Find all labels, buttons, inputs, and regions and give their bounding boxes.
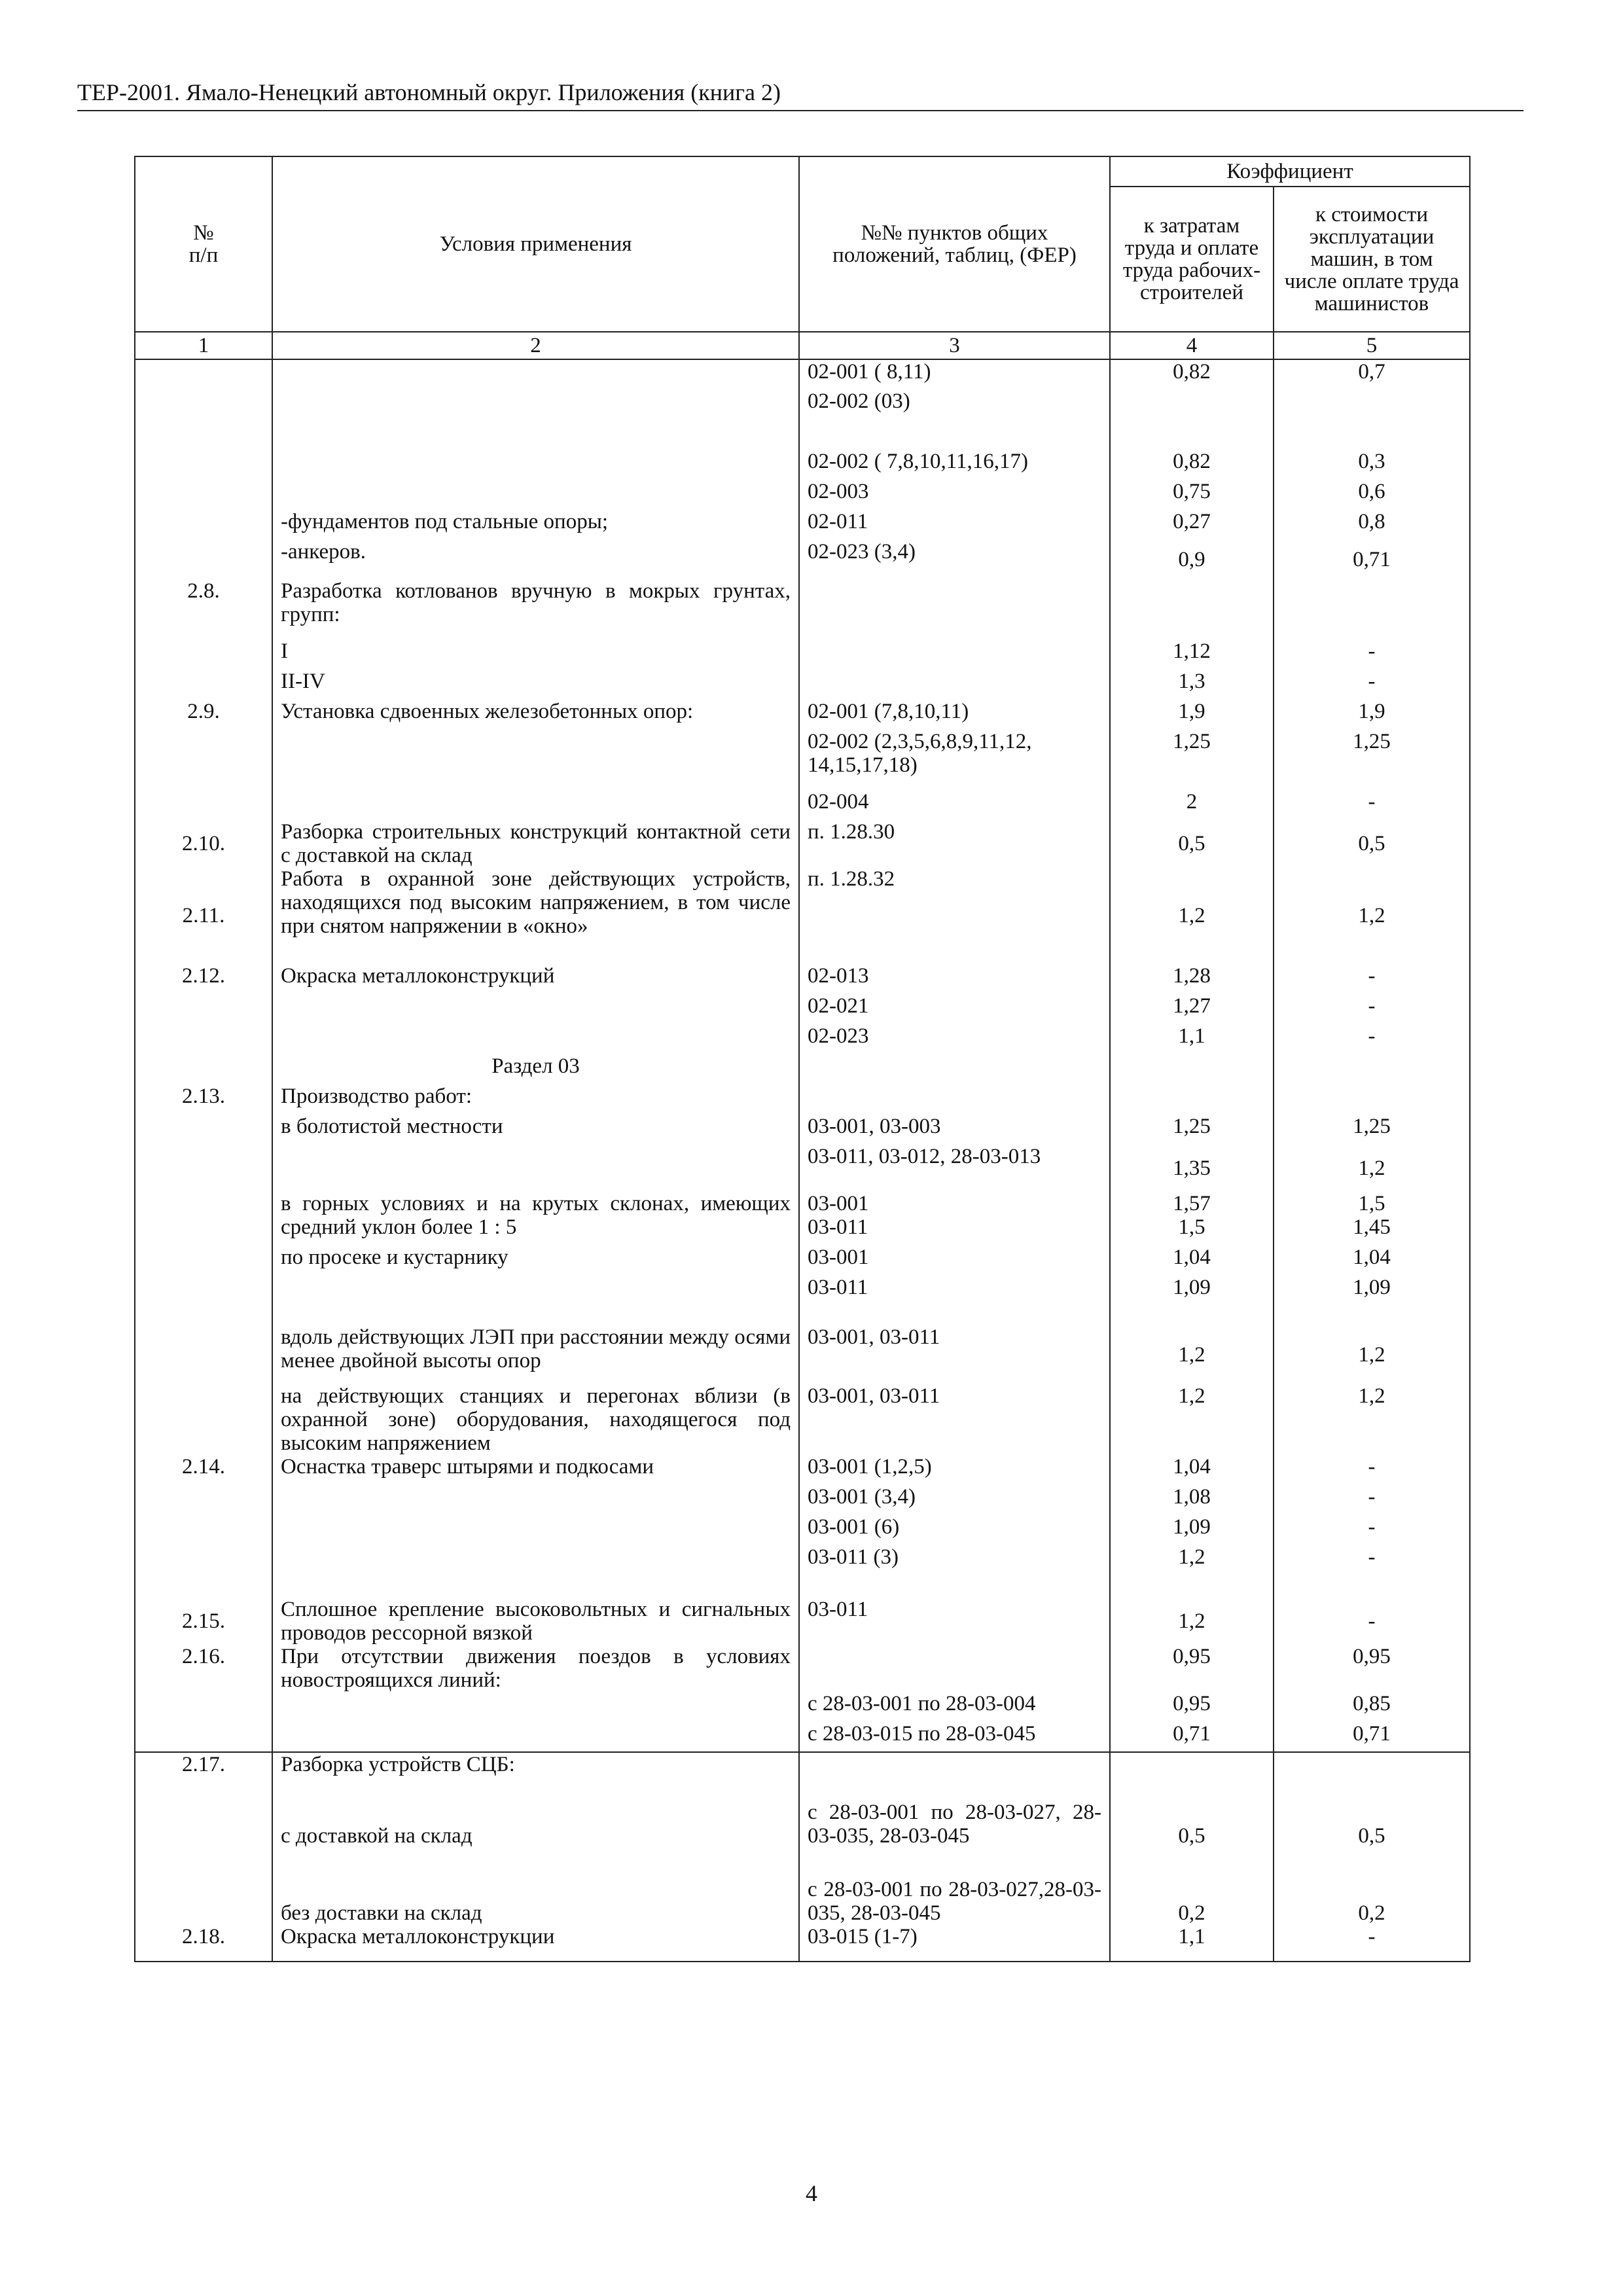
table-row <box>135 1925 1470 1962</box>
labor-coefficient: 1,27 <box>1110 994 1274 1024</box>
table-row <box>135 1645 1470 1692</box>
labor-coefficient: 1,2 <box>1110 1325 1274 1384</box>
reference-text: с 28-03-001 по 28-03-027,28-03-035, 28-03-045 <box>799 1848 1110 1925</box>
reference-text: 02-001 (7,8,10,11) <box>799 700 1110 730</box>
condition-text <box>272 389 799 420</box>
table-row <box>135 1384 1470 1455</box>
machine-coefficient <box>1274 1752 1470 1782</box>
labor-coefficient: 1,09 <box>1110 1515 1274 1545</box>
condition-text <box>272 730 799 790</box>
machine-coefficient: 0,2 <box>1274 1848 1470 1925</box>
machine-coefficient: 0,5 <box>1274 1782 1470 1848</box>
row-number <box>135 420 272 450</box>
labor-coefficient: 0,9 <box>1110 540 1274 579</box>
reference-text <box>799 579 1110 639</box>
row-number <box>135 1485 272 1515</box>
condition-text: Окраска металлоконструкции <box>272 1925 799 1962</box>
labor-coefficient: 1,2 <box>1110 1545 1274 1598</box>
table-row <box>135 1276 1470 1325</box>
machine-coefficient: 1,2 <box>1274 1325 1470 1384</box>
machine-coefficient: 1,9 <box>1274 700 1470 730</box>
machine-coefficient: 1,2 <box>1274 1384 1470 1455</box>
table-row <box>135 510 1470 540</box>
table-row <box>135 1722 1470 1752</box>
table-row <box>135 1085 1470 1115</box>
reference-text: 03-001 (1,2,5) <box>799 1455 1110 1485</box>
labor-coefficient <box>1110 1085 1274 1115</box>
condition-text: -фундаментов под стальные опоры; <box>272 510 799 540</box>
labor-coefficient: 1,2 <box>1110 1598 1274 1645</box>
labor-coefficient: 1,04 <box>1110 1246 1274 1276</box>
machine-coefficient: 0,95 <box>1274 1645 1470 1692</box>
condition-text <box>272 450 799 480</box>
row-number: 2.15. <box>135 1598 272 1645</box>
row-number <box>135 540 272 579</box>
reference-text: 02-004 <box>799 790 1110 820</box>
reference-text: 02-002 (03) <box>799 389 1110 420</box>
row-number <box>135 1145 272 1192</box>
row-number <box>135 1192 272 1246</box>
row-number: 2.18. <box>135 1925 272 1962</box>
condition-text: Производство работ: <box>272 1085 799 1115</box>
labor-coefficient <box>1110 579 1274 639</box>
reference-text: 02-002 ( 7,8,10,11,16,17) <box>799 450 1110 480</box>
machine-coefficient: - <box>1274 1515 1470 1545</box>
machine-coefficient: 1,5 1,45 <box>1274 1192 1470 1246</box>
condition-text <box>272 1276 799 1325</box>
condition-text: Окраска металлоконструкций <box>272 964 799 994</box>
reference-text: 03-011 <box>799 1598 1110 1645</box>
table-row <box>135 1598 1470 1645</box>
labor-coefficient: 0,2 <box>1110 1848 1274 1925</box>
condition-text: Разборка строительных конструкций контактной сети с доставкой на склад <box>272 820 799 867</box>
row-number <box>135 730 272 790</box>
labor-coefficient: 1,9 <box>1110 700 1274 730</box>
machine-coefficient: 1,04 <box>1274 1246 1470 1276</box>
machine-coefficient <box>1274 389 1470 420</box>
labor-coefficient: 0,71 <box>1110 1722 1274 1752</box>
machine-coefficient: - <box>1274 1485 1470 1515</box>
machine-coefficient: - <box>1274 994 1470 1024</box>
table-row <box>135 1325 1470 1384</box>
header-conditions: Условия применения <box>272 156 799 332</box>
labor-coefficient: 0,5 <box>1110 1782 1274 1848</box>
labor-coefficient <box>1110 1752 1274 1782</box>
reference-text <box>799 1085 1110 1115</box>
condition-text <box>272 420 799 450</box>
table-row <box>135 579 1470 639</box>
table-body <box>135 332 1470 1962</box>
condition-text: I <box>272 639 799 670</box>
reference-text: 02-023 <box>799 1024 1110 1054</box>
row-number <box>135 450 272 480</box>
row-number <box>135 790 272 820</box>
condition-text: в горных условиях и на крутых склонах, имеющих средний уклон более 1 : 5 <box>272 1192 799 1246</box>
table-row <box>135 389 1470 420</box>
labor-coefficient: 1,04 <box>1110 1455 1274 1485</box>
condition-text: по просеке и кустарнику <box>272 1246 799 1276</box>
condition-text <box>272 790 799 820</box>
reference-text: 02-003 <box>799 480 1110 510</box>
condition-text: При отсутствии движения поездов в условиях новостроящихся линий: <box>272 1645 799 1692</box>
table-row <box>135 1485 1470 1515</box>
reference-text: 02-013 <box>799 964 1110 994</box>
labor-coefficient: 0,75 <box>1110 480 1274 510</box>
labor-coefficient: 0,82 <box>1110 450 1274 480</box>
row-number: 2.12. <box>135 964 272 994</box>
reference-text: 03-001, 03-011 <box>799 1384 1110 1455</box>
header-references: №№ пунктов общих положений, таблиц, (ФЕР) <box>799 156 1110 332</box>
condition-text: II-IV <box>272 670 799 700</box>
column-numbers-row <box>135 332 1470 359</box>
condition-text: Раздел 03 <box>272 1054 799 1085</box>
page-number: 4 <box>806 2180 817 2206</box>
labor-coefficient: 0,95 <box>1110 1692 1274 1722</box>
table-row <box>135 1145 1470 1192</box>
row-number: 2.8. <box>135 579 272 639</box>
labor-coefficient <box>1110 389 1274 420</box>
table-row <box>135 540 1470 579</box>
row-number <box>135 1276 272 1325</box>
machine-coefficient <box>1274 420 1470 450</box>
condition-text <box>272 359 799 389</box>
reference-text: 03-011 <box>799 1276 1110 1325</box>
reference-text: с 28-03-001 по 28-03-004 <box>799 1692 1110 1722</box>
reference-text <box>799 1752 1110 1782</box>
condition-text <box>272 1024 799 1054</box>
table-row <box>135 790 1470 820</box>
column-number: 2 <box>272 332 799 359</box>
reference-text: 02-002 (2,3,5,6,8,9,11,12, 14,15,17,18) <box>799 730 1110 790</box>
labor-coefficient: 1,12 <box>1110 639 1274 670</box>
machine-coefficient: 0,85 <box>1274 1692 1470 1722</box>
reference-text: 03-015 (1-7) <box>799 1925 1110 1962</box>
table-row <box>135 670 1470 700</box>
running-head: ТЕР-2001. Ямало-Ненецкий автономный округ. Приложения (книга 2) <box>77 77 1524 111</box>
table-row <box>135 964 1470 994</box>
condition-text: без доставки на склад <box>272 1848 799 1925</box>
row-number: 2.17. <box>135 1752 272 1782</box>
table-row <box>135 700 1470 730</box>
machine-coefficient <box>1274 1054 1470 1085</box>
header-labor-coef: к затратам труда и оплате труда рабочих-строителей <box>1110 187 1274 332</box>
machine-coefficient: 0,6 <box>1274 480 1470 510</box>
labor-coefficient: 1,25 <box>1110 730 1274 790</box>
table-row <box>135 820 1470 867</box>
condition-text <box>272 480 799 510</box>
table-row <box>135 359 1470 389</box>
labor-coefficient: 1,2 <box>1110 867 1274 964</box>
reference-text: 02-023 (3,4) <box>799 540 1110 579</box>
column-number: 5 <box>1274 332 1470 359</box>
row-number <box>135 1325 272 1384</box>
reference-text: п. 1.28.32 <box>799 867 1110 964</box>
machine-coefficient: 0,71 <box>1274 1722 1470 1752</box>
condition-text <box>272 1692 799 1722</box>
condition-text: в болотистой местности <box>272 1115 799 1145</box>
table-row <box>135 1054 1470 1085</box>
row-number <box>135 1722 272 1752</box>
table-row <box>135 867 1470 964</box>
labor-coefficient: 1,08 <box>1110 1485 1274 1515</box>
condition-text: Сплошное крепление высоковольтных и сигнальных проводов рессорной вязкой <box>272 1598 799 1645</box>
table-row <box>135 994 1470 1024</box>
reference-text <box>799 1645 1110 1692</box>
condition-text <box>272 1545 799 1598</box>
reference-text: п. 1.28.30 <box>799 820 1110 867</box>
labor-coefficient: 0,82 <box>1110 359 1274 389</box>
labor-coefficient: 1,25 <box>1110 1115 1274 1145</box>
table-row <box>135 1692 1470 1722</box>
coefficients-table <box>134 156 1471 1962</box>
machine-coefficient: 0,3 <box>1274 450 1470 480</box>
condition-text <box>272 994 799 1024</box>
machine-coefficient: - <box>1274 1024 1470 1054</box>
table-row <box>135 1115 1470 1145</box>
row-number: 2.11. <box>135 867 272 964</box>
table-row <box>135 1752 1470 1782</box>
machine-coefficient: - <box>1274 1925 1470 1962</box>
reference-text: 03-011 (3) <box>799 1545 1110 1598</box>
reference-text: 03-001 (6) <box>799 1515 1110 1545</box>
row-number <box>135 510 272 540</box>
table-row <box>135 1024 1470 1054</box>
row-number: 2.10. <box>135 820 272 867</box>
row-number <box>135 1782 272 1848</box>
row-number <box>135 1384 272 1455</box>
machine-coefficient: 1,2 <box>1274 867 1470 964</box>
labor-coefficient: 1,1 <box>1110 1024 1274 1054</box>
column-number: 3 <box>799 332 1110 359</box>
row-number <box>135 994 272 1024</box>
table-row <box>135 420 1470 450</box>
reference-text <box>799 420 1110 450</box>
labor-coefficient: 0,5 <box>1110 820 1274 867</box>
row-number: 2.9. <box>135 700 272 730</box>
machine-coefficient: - <box>1274 639 1470 670</box>
machine-coefficient <box>1274 1085 1470 1115</box>
row-number <box>135 1515 272 1545</box>
condition-text: с доставкой на склад <box>272 1782 799 1848</box>
condition-text: Разработка котлованов вручную в мокрых грунтах, групп: <box>272 579 799 639</box>
row-number <box>135 1848 272 1925</box>
header-number: № п/п <box>135 156 272 332</box>
row-number <box>135 389 272 420</box>
reference-text: 03-001 <box>799 1246 1110 1276</box>
table-row <box>135 1848 1470 1925</box>
reference-text: с 28-03-015 по 28-03-045 <box>799 1722 1110 1752</box>
row-number <box>135 1054 272 1085</box>
condition-text: Работа в охранной зоне действующих устройств, находящихся под высоким напряжением, в том числе при снятом напряжении в «окно» <box>272 867 799 964</box>
machine-coefficient: 0,71 <box>1274 540 1470 579</box>
reference-text: 02-011 <box>799 510 1110 540</box>
reference-text: 03-001 03-011 <box>799 1192 1110 1246</box>
condition-text <box>272 1145 799 1192</box>
machine-coefficient: 0,7 <box>1274 359 1470 389</box>
machine-coefficient: - <box>1274 1598 1470 1645</box>
machine-coefficient: 0,5 <box>1274 820 1470 867</box>
column-number: 1 <box>135 332 272 359</box>
labor-coefficient <box>1110 420 1274 450</box>
row-number: 2.14. <box>135 1455 272 1485</box>
machine-coefficient: - <box>1274 964 1470 994</box>
labor-coefficient: 0,95 <box>1110 1645 1274 1692</box>
header-machine-coef: к стоимости эксплуатации машин, в том числе оплате труда машинистов <box>1274 187 1470 332</box>
reference-text: 03-011, 03-012, 28-03-013 <box>799 1145 1110 1192</box>
table-row <box>135 1455 1470 1485</box>
row-number <box>135 1024 272 1054</box>
reference-text <box>799 670 1110 700</box>
table-row <box>135 450 1470 480</box>
condition-text: Оснастка траверс штырями и подкосами <box>272 1455 799 1485</box>
row-number <box>135 480 272 510</box>
column-number: 4 <box>1110 332 1274 359</box>
reference-text: 03-001, 03-011 <box>799 1325 1110 1384</box>
machine-coefficient: 1,25 <box>1274 730 1470 790</box>
table-row <box>135 480 1470 510</box>
row-number <box>135 359 272 389</box>
condition-text <box>272 1515 799 1545</box>
condition-text: на действующих станциях и перегонах вблизи (в охранной зоне) оборудования, находящегося под высоким напряжением <box>272 1384 799 1455</box>
machine-coefficient: - <box>1274 790 1470 820</box>
table-row <box>135 1515 1470 1545</box>
header-coefficient: Коэффициент <box>1110 156 1470 187</box>
reference-text: 02-021 <box>799 994 1110 1024</box>
labor-coefficient: 1,3 <box>1110 670 1274 700</box>
table-row <box>135 1545 1470 1598</box>
row-number <box>135 1115 272 1145</box>
reference-text: 03-001 (3,4) <box>799 1485 1110 1515</box>
table-row <box>135 1192 1470 1246</box>
machine-coefficient: - <box>1274 670 1470 700</box>
machine-coefficient: - <box>1274 1545 1470 1598</box>
machine-coefficient: 1,2 <box>1274 1145 1470 1192</box>
machine-coefficient: 0,8 <box>1274 510 1470 540</box>
condition-text: -анкеров. <box>272 540 799 579</box>
labor-coefficient <box>1110 1054 1274 1085</box>
condition-text: Установка сдвоенных железобетонных опор: <box>272 700 799 730</box>
row-number: 2.16. <box>135 1645 272 1692</box>
labor-coefficient: 1,35 <box>1110 1145 1274 1192</box>
table-row <box>135 639 1470 670</box>
labor-coefficient: 1,2 <box>1110 1384 1274 1455</box>
reference-text: 03-001, 03-003 <box>799 1115 1110 1145</box>
reference-text: с 28-03-001 по 28-03-027, 28- 03-035, 28-03-045 <box>799 1782 1110 1848</box>
labor-coefficient: 1,57 1,5 <box>1110 1192 1274 1246</box>
row-number <box>135 670 272 700</box>
row-number <box>135 639 272 670</box>
table-row <box>135 1246 1470 1276</box>
condition-text <box>272 1722 799 1752</box>
labor-coefficient: 0,27 <box>1110 510 1274 540</box>
reference-text: 02-001 ( 8,11) <box>799 359 1110 389</box>
row-number <box>135 1545 272 1598</box>
machine-coefficient: - <box>1274 1455 1470 1485</box>
labor-coefficient: 1,1 <box>1110 1925 1274 1962</box>
row-number <box>135 1692 272 1722</box>
condition-text: Разборка устройств СЦБ: <box>272 1752 799 1782</box>
table-row <box>135 1782 1470 1848</box>
labor-coefficient: 1,28 <box>1110 964 1274 994</box>
row-number <box>135 1246 272 1276</box>
machine-coefficient <box>1274 579 1470 639</box>
labor-coefficient: 1,09 <box>1110 1276 1274 1325</box>
table-row <box>135 730 1470 790</box>
labor-coefficient: 2 <box>1110 790 1274 820</box>
row-number: 2.13. <box>135 1085 272 1115</box>
condition-text <box>272 1485 799 1515</box>
machine-coefficient: 1,25 <box>1274 1115 1470 1145</box>
condition-text: вдоль действующих ЛЭП при расстоянии между осями менее двойной высоты опор <box>272 1325 799 1384</box>
reference-text <box>799 1054 1110 1085</box>
reference-text <box>799 639 1110 670</box>
machine-coefficient: 1,09 <box>1274 1276 1470 1325</box>
